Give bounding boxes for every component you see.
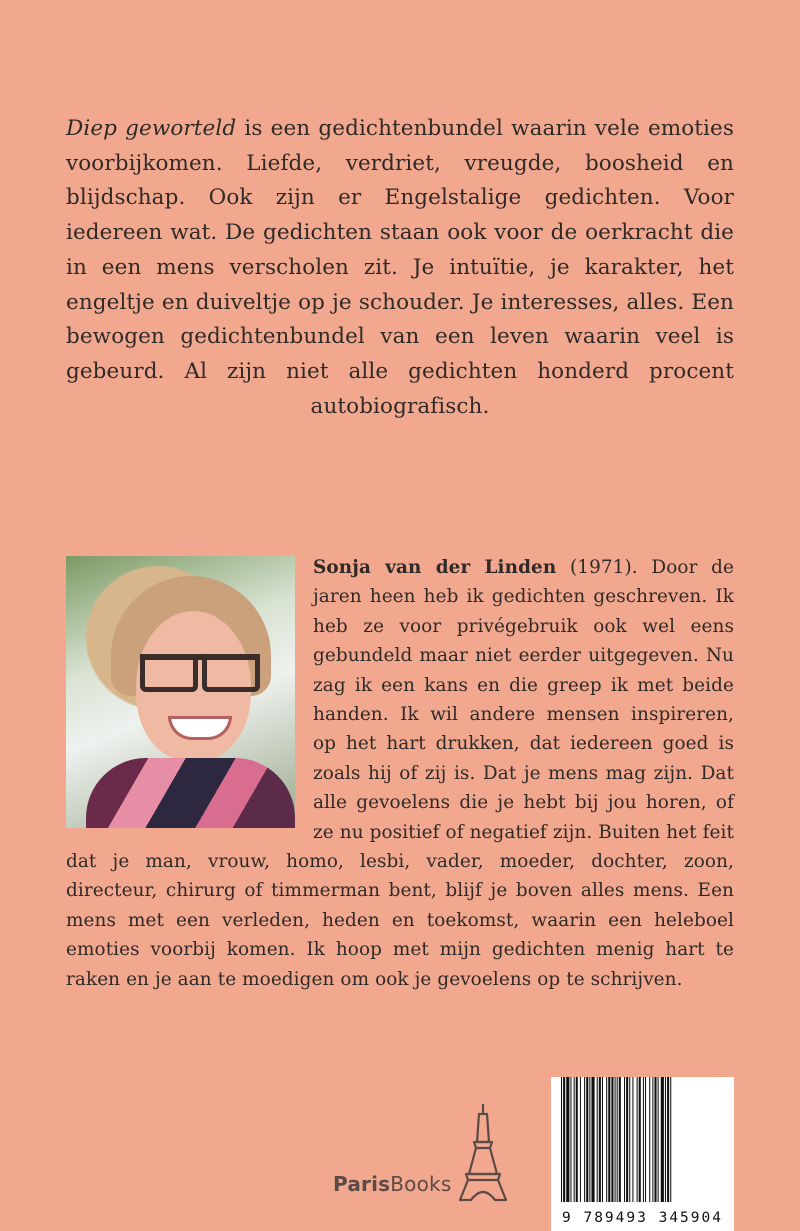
bio-text: (1971). Door de jaren heen heb ik gedichten geschreven. Ik heb ze voor privégebruik ook wel eens gebundeld maar niet eerder uitgegeven. Nu zag ik een kans en die greep ik met beide handen. Ik wil andere mensen inspireren, op het hart drukken, dat iedereen goed is zoals hij of zij is. Dat je mens mag zijn. Dat alle gevoelens die je hebt bij jou horen, of ze nu positief of negatief zijn. Buiten het feit dat je man, vrouw, homo, lesbi, vader, moeder, dochter, zoon, directeur, chirurg of timmerman bent, blijf je boven alles mens. Een mens met een verleden, heden en toekomst, waarin een heleboel emoties voorbij komen. Ik hoop met mijn gedichten menig hart te raken en je aan te moedigen om ook je gevoelens op te schrijven.	[66, 557, 734, 990]
isbn-digits: 9 789493 345904	[562, 1210, 723, 1226]
barcode-bars	[561, 1077, 724, 1202]
blurb-text: is een gedichtenbundel waarin vele emoties voorbijkomen. Liefde, verdriet, vreugde, boosheid en blijdschap. Ook zijn er Engelstalige gedichten. Voor iedereen wat. De gedichten staan ook voor de oerkracht die in een mens verscholen zit. Je intuïtie, je karakter, het engeltje en duiveltje op je schouder. Je interesses, alles. Een bewogen gedichtenbundel van een leven waarin veel is gebeurd. Al zijn niet alle gedichten honderd procent autobiografisch.	[66, 116, 734, 419]
back-cover-blurb	[66, 112, 734, 424]
publisher-name-regular: Books	[390, 1172, 452, 1196]
eiffel-tower-icon	[457, 1102, 509, 1202]
author-bio	[66, 553, 734, 994]
publisher-name-bold: Paris	[333, 1172, 391, 1196]
book-title: Diep geworteld	[66, 116, 237, 141]
author-name: Sonja van der Linden	[313, 557, 557, 578]
isbn-barcode	[551, 1077, 734, 1231]
publisher-logo-text	[333, 1172, 451, 1196]
author-photo	[66, 556, 295, 828]
